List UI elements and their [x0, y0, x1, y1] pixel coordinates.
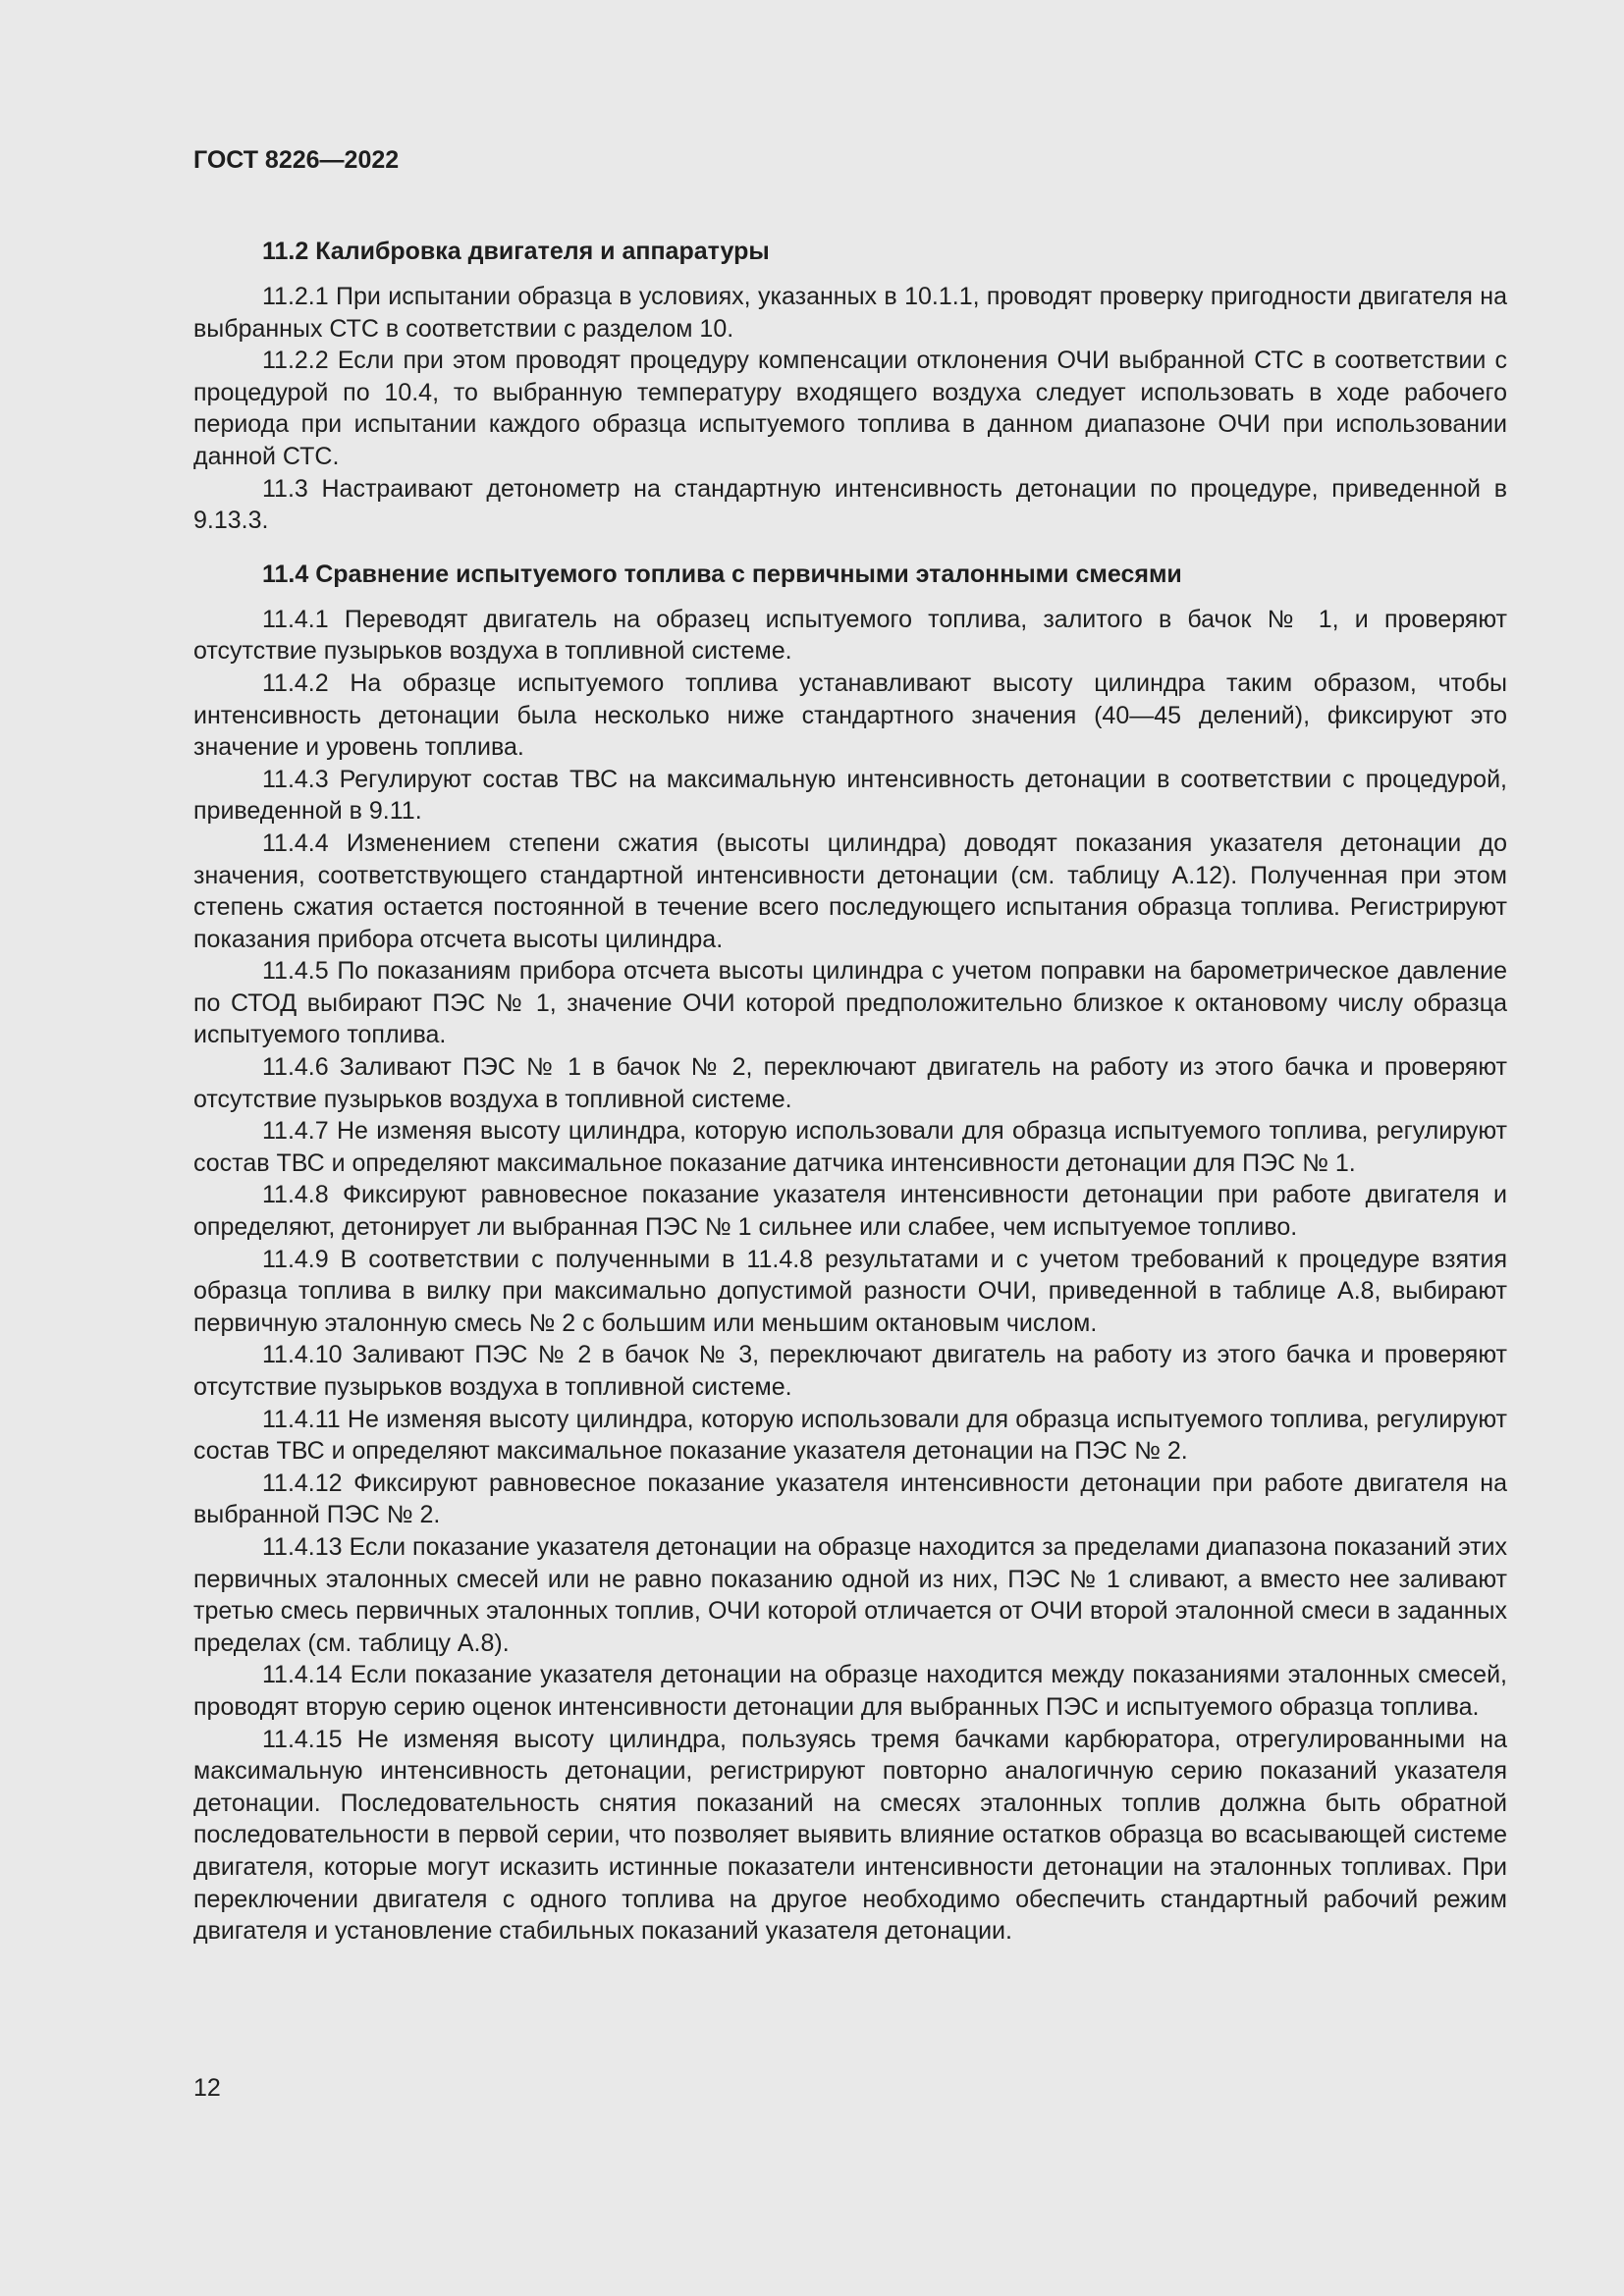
paragraph-11-4-13: 11.4.13 Если показание указателя детонации на образце находится за пределами диапазона показаний этих первичных эталонных смесей или не равно показанию одной из них, ПЭС № 1 сливают, а вместо нее заливают третью смесь первичных эталонных топлив, ОЧИ которой отличается от ОЧИ второй эталонной смеси в заданных пределах (см. таблицу А.8).: [193, 1532, 1507, 1657]
page-number: 12: [193, 2074, 221, 2102]
paragraph-11-4-1: 11.4.1 Переводят двигатель на образец испытуемого топлива, залитого в бачок № 1, и проверяют отсутствие пузырьков воздуха в топливной системе.: [193, 605, 1507, 666]
paragraph-11-4-4: 11.4.4 Изменением степени сжатия (высоты цилиндра) доводят показания указателя детонации до значения, соответствующего стандартной интенсивности детонации (см. таблицу А.12). Полученная при этом степень сжатия остается постоянной в течение всего последующего испытания образца топлива. Регистрируют показания прибора отсчета высоты цилиндра.: [193, 828, 1507, 953]
section-title-11-4: 11.4 Сравнение испытуемого топлива с первичными эталонными смесями: [262, 560, 1182, 588]
paragraph-11-4-12: 11.4.12 Фиксируют равновесное показание указателя интенсивности детонации при работе двигателя на выбранной ПЭС № 2.: [193, 1468, 1507, 1529]
section-title-11-2: 11.2 Калибровка двигателя и аппаратуры: [262, 238, 770, 265]
paragraph-11-3: 11.3 Настраивают детонометр на стандартную интенсивность детонации по процедуре, приведенной в 9.13.3.: [193, 474, 1507, 535]
paragraph-11-4-14: 11.4.14 Если показание указателя детонации на образце находится между показаниями эталонных смесей, проводят вторую серию оценок интенсивности детонации для выбранных ПЭС и испытуемого образца топлива.: [193, 1661, 1507, 1721]
paragraph-11-4-3: 11.4.3 Регулируют состав ТВС на максимальную интенсивность детонации в соответствии с процедурой, приведенной в 9.11.: [193, 765, 1507, 826]
paragraph-11-4-10: 11.4.10 Заливают ПЭС № 2 в бачок № 3, переключают двигатель на работу из этого бачка и проверяют отсутствие пузырьков воздуха в топливной системе.: [193, 1341, 1507, 1401]
paragraph-11-2-2: 11.2.2 Если при этом проводят процедуру компенсации отклонения ОЧИ выбранной СТС в соответствии с процедурой по 10.4, то выбранную температуру входящего воздуха следует использовать в ходе рабочего периода при испытании каждого образца испытуемого топлива в данном диапазоне ОЧИ при использовании данной СТС.: [193, 347, 1507, 470]
document-page: [193, 145, 1507, 1948]
paragraph-11-4-11: 11.4.11 Не изменяя высоту цилиндра, которую использовали для образца испытуемого топлива, регулируют состав ТВС и определяют максимальное показание указателя детонации на ПЭС № 2.: [193, 1405, 1507, 1466]
paragraph-11-4-5: 11.4.5 По показаниям прибора отсчета высоты цилиндра с учетом поправки на барометрическое давление по СТОД выбирают ПЭС № 1, значение ОЧИ которой предположительно близкое к октановому числу образца испытуемого топлива.: [193, 957, 1507, 1049]
paragraph-11-4-2: 11.4.2 На образце испытуемого топлива устанавливают высоту цилиндра таким образом, чтобы интенсивность детонации была несколько ниже стандартного значения (40—45 делений), фиксируют это значение и уровень топлива.: [193, 668, 1507, 762]
paragraph-11-4-8: 11.4.8 Фиксируют равновесное показание указателя интенсивности детонации при работе двигателя и определяют, детонирует ли выбранная ПЭС № 1 сильнее или слабее, чем испытуемое топливо.: [193, 1181, 1507, 1242]
paragraph-11-4-7: 11.4.7 Не изменяя высоту цилиндра, которую использовали для образца испытуемого топлива, регулируют состав ТВС и определяют максимальное показание датчика интенсивности детонации для ПЭС № 1.: [193, 1117, 1507, 1177]
document-header: ГОСТ 8226—2022: [193, 146, 400, 174]
paragraph-11-2-1: 11.2.1 При испытании образца в условиях, указанных в 10.1.1, проводят проверку пригодности двигателя на выбранных СТС в соответствии с разделом 10.: [193, 283, 1507, 343]
paragraph-11-4-15: 11.4.15 Не изменяя высоту цилиндра, пользуясь тремя бачками карбюратора, отрегулированными на максимальную интенсивность детонации, регистрируют повторно аналогичную серию показаний указателя детонации. Последовательность снятия показаний на смесях эталонных топлив должна быть обратной последовательности в первой серии, что позволяет выявить влияние остатков образца во всасывающей системе двигателя, которые могут исказить истинные показатели интенсивности детонации на эталонных топливах. При переключении двигателя с одного топлива на другое необходимо обеспечить стандартный рабочий режим двигателя и установление стабильных показаний указателя детонации.: [193, 1725, 1507, 1946]
paragraph-11-4-6: 11.4.6 Заливают ПЭС № 1 в бачок № 2, переключают двигатель на работу из этого бачка и проверяют отсутствие пузырьков воздуха в топливной системе.: [193, 1053, 1507, 1113]
paragraph-11-4-9: 11.4.9 В соответствии с полученными в 11.4.8 результатами и с учетом требований к процедуре взятия образца топлива в вилку при максимально допустимой разности ОЧИ, приведенной в таблице А.8, выбирают первичную эталонную смесь № 2 с большим или меньшим октановым числом.: [193, 1245, 1507, 1337]
